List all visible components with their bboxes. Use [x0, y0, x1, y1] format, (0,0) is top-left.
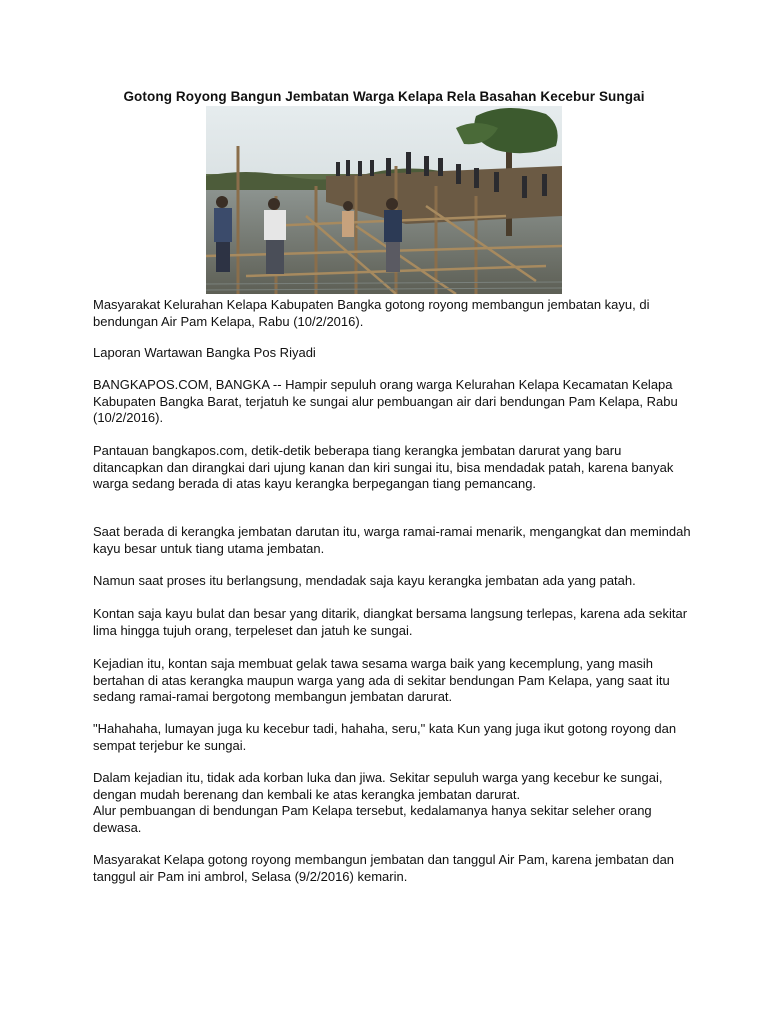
- construction-photo: [206, 106, 562, 294]
- article-paragraph: Alur pembuangan di bendungan Pam Kelapa tersebut, kedalamanya hanya sekitar seleher orang dewasa.: [93, 803, 652, 835]
- article-byline: Laporan Wartawan Bangka Pos Riyadi: [93, 345, 316, 360]
- article-paragraph: Dalam kejadian itu, tidak ada korban luka dan jiwa. Sekitar sepuluh warga yang kecebur ke sungai, dengan mudah berenang dan kembali ke atas kerangka jembatan darurat.: [93, 770, 663, 802]
- article-paragraph: Masyarakat Kelapa gotong royong membangun jembatan dan tanggul Air Pam, karena jembatan dan tanggul air Pam ini ambrol, Selasa (9/2/2016) kemarin.: [93, 852, 675, 884]
- article-quote: "Hahahaha, lumayan juga ku kecebur tadi, hahaha, seru," kata Kun yang juga ikut gotong royong dan sempat terjebur ke sungai.: [93, 721, 677, 753]
- article-paragraph: Saat berada di kerangka jembatan darutan itu, warga ramai-ramai menarik, mengangkat dan memindah kayu besar untuk tiang utama jembatan.: [93, 524, 691, 556]
- article-paragraph: Kejadian itu, kontan saja membuat gelak tawa sesama warga baik yang kecemplung, yang masih bertahan di atas kerangka maupun warga yang ada di sekitar bendungan Pam Kelapa, yang saat itu sedang ramai-ramai bergotong membangun jembatan darurat.: [93, 656, 670, 704]
- article-title: Gotong Royong Bangun Jembatan Warga Kelapa Rela Basahan Kecebur Sungai: [123, 89, 645, 104]
- article-caption: Masyarakat Kelurahan Kelapa Kabupaten Bangka gotong royong membangun jembatan kayu, di bendungan Air Pam Kelapa, Rabu (10/2/2016).: [93, 297, 650, 329]
- article-paragraph: BANGKAPOS.COM, BANGKA -- Hampir sepuluh orang warga Kelurahan Kelapa Kecamatan Kelapa Kabupaten Bangka Barat, terjatuh ke sungai alur pembuangan air dari bendungan Pam Kelapa, Rabu (10/2/2016).: [93, 377, 678, 425]
- article-paragraph: Namun saat proses itu berlangsung, mendadak saja kayu kerangka jembatan ada yang patah.: [93, 573, 636, 588]
- article-paragraph: Pantauan bangkapos.com, detik-detik beberapa tiang kerangka jembatan darurat yang baru ditancapkan dan dirangkai dari ujung kanan dan kiri sungai itu, bisa mendadak patah, karena banyak warga sedang berada di atas kayu kerangka berpegangan tiang pemancang.: [93, 443, 674, 491]
- article-paragraph: Kontan saja kayu bulat dan besar yang ditarik, diangkat bersama langsung terlepas, karena ada sekitar lima hingga tujuh orang, terpeleset dan jatuh ke sungai.: [93, 606, 688, 638]
